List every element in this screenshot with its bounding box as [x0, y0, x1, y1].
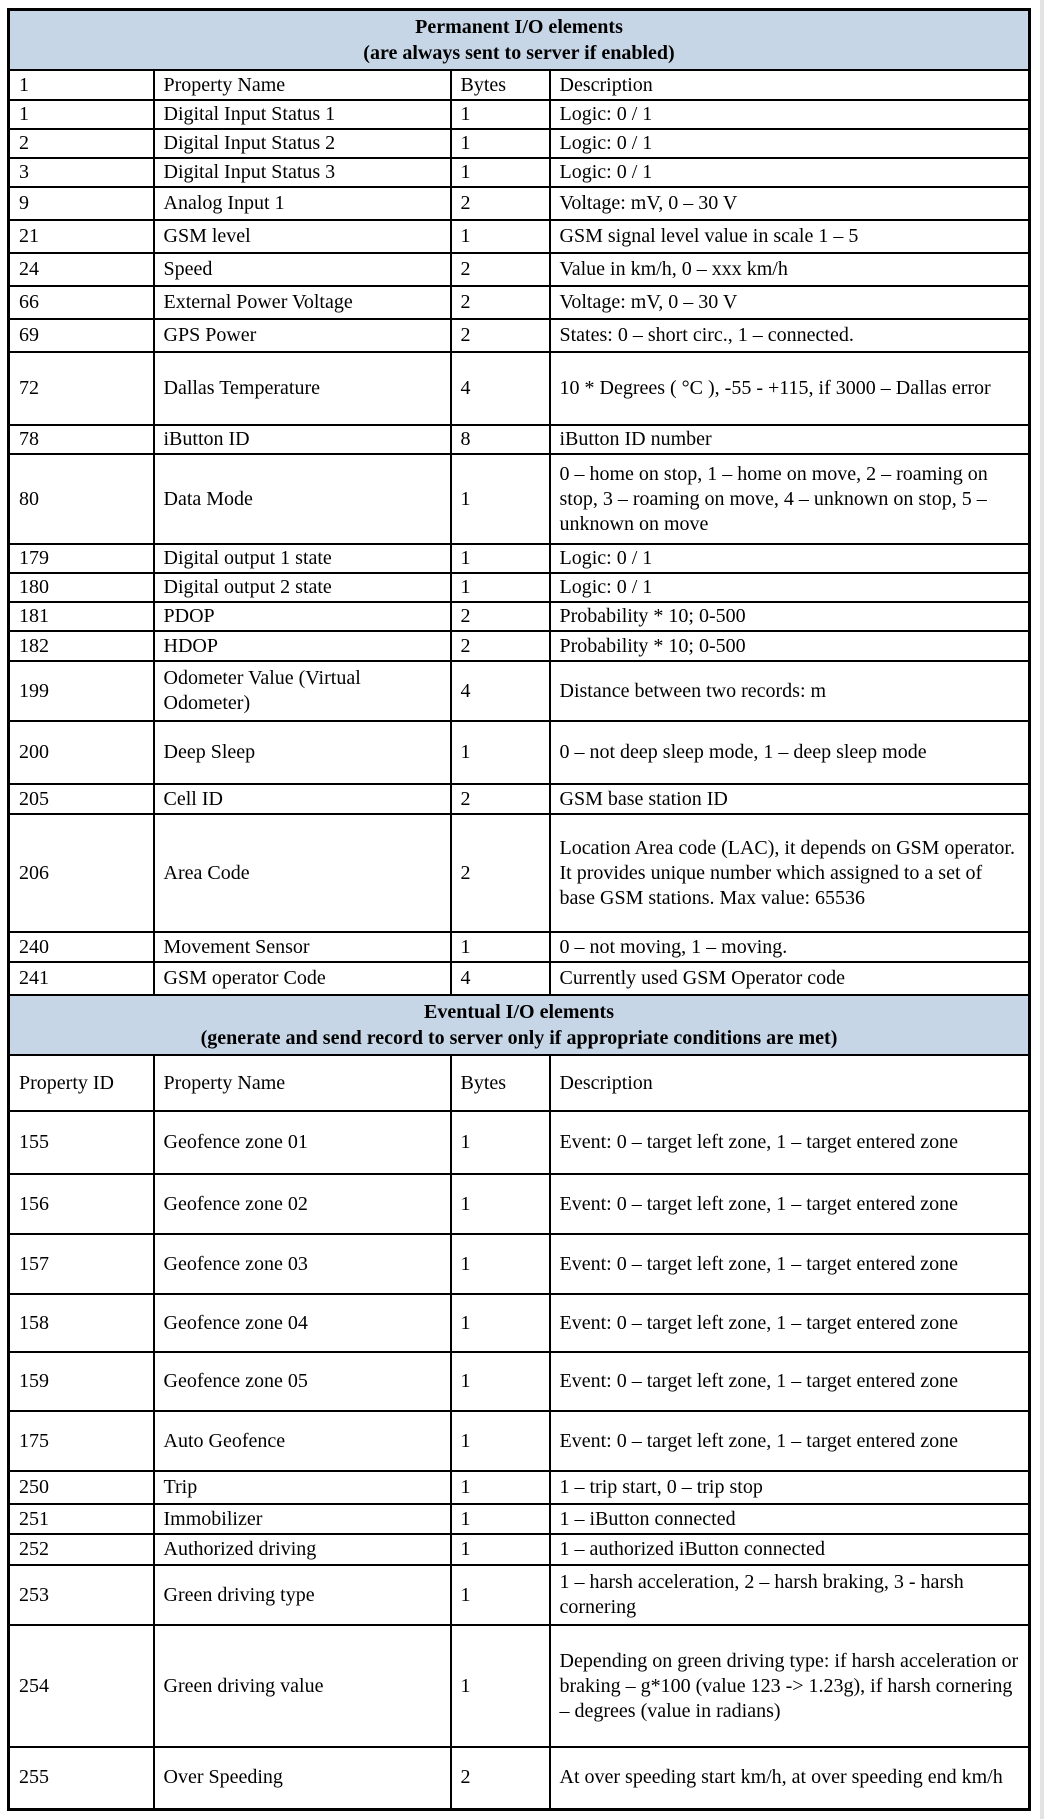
description-cell: 10 * Degrees ( °C ), -55 - +115, if 3000 – Dallas error	[550, 352, 1030, 425]
bytes-cell: 1	[451, 1504, 550, 1534]
table-row	[9, 544, 1030, 573]
column-header-description: Description	[550, 1055, 1030, 1111]
property-name-cell: External Power Voltage	[154, 286, 451, 319]
column-header-property-name: Property Name	[154, 70, 451, 100]
bytes-cell: 1	[451, 721, 550, 784]
description-cell: Distance between two records: m	[550, 661, 1030, 721]
bytes-cell: 2	[451, 602, 550, 631]
property-id-cell: 252	[9, 1534, 154, 1565]
table-row	[9, 1234, 1030, 1294]
property-name-cell: Digital Input Status 1	[154, 100, 451, 129]
property-id-cell: 253	[9, 1565, 154, 1625]
bytes-cell: 1	[451, 932, 550, 962]
property-name-cell: Movement Sensor	[154, 932, 451, 962]
description-cell: States: 0 – short circ., 1 – connected.	[550, 319, 1030, 352]
column-header-bytes: Bytes	[451, 1055, 550, 1111]
description-cell: Event: 0 – target left zone, 1 – target entered zone	[550, 1111, 1030, 1174]
table-row	[9, 1294, 1030, 1352]
table-row	[9, 1111, 1030, 1174]
bytes-cell: 1	[451, 1174, 550, 1234]
bytes-cell: 2	[451, 187, 550, 220]
property-name-cell: Geofence zone 05	[154, 1352, 451, 1411]
section-title-row	[9, 995, 1030, 1055]
table-row	[9, 100, 1030, 129]
description-cell: 1 – harsh acceleration, 2 – harsh braking, 3 - harsh cornering	[550, 1565, 1030, 1625]
property-name-cell: Trip	[154, 1471, 451, 1504]
section-subtitle-text: (are always sent to server if enabled)	[363, 42, 675, 64]
table-row	[9, 631, 1030, 661]
section-title-text: Eventual I/O elements	[424, 1001, 614, 1023]
description-cell: Value in km/h, 0 – xxx km/h	[550, 253, 1030, 286]
bytes-cell: 4	[451, 962, 550, 995]
table-row	[9, 1352, 1030, 1411]
description-cell: Probability * 10; 0-500	[550, 602, 1030, 631]
property-id-cell: 156	[9, 1174, 154, 1234]
property-name-cell: Digital output 1 state	[154, 544, 451, 573]
table-row	[9, 129, 1030, 158]
table-row	[9, 784, 1030, 814]
section-title-cell	[9, 995, 1030, 1055]
property-id-cell: 159	[9, 1352, 154, 1411]
bytes-cell: 1	[451, 129, 550, 158]
property-id-cell: 205	[9, 784, 154, 814]
bytes-cell: 8	[451, 425, 550, 454]
bytes-cell: 2	[451, 253, 550, 286]
property-name-cell: Green driving value	[154, 1625, 451, 1747]
property-name-cell: Green driving type	[154, 1565, 451, 1625]
bytes-cell: 2	[451, 286, 550, 319]
property-id-cell: 250	[9, 1471, 154, 1504]
bytes-cell: 1	[451, 544, 550, 573]
property-id-cell: 72	[9, 352, 154, 425]
property-name-cell: Odometer Value (Virtual Odometer)	[154, 661, 451, 721]
bytes-cell: 4	[451, 352, 550, 425]
property-id-cell: 199	[9, 661, 154, 721]
property-id-cell: 241	[9, 962, 154, 995]
property-id-cell: 181	[9, 602, 154, 631]
property-name-cell: iButton ID	[154, 425, 451, 454]
property-id-cell: 3	[9, 158, 154, 187]
description-cell: GSM signal level value in scale 1 – 5	[550, 220, 1030, 253]
property-id-cell: 206	[9, 814, 154, 932]
property-name-cell: Geofence zone 01	[154, 1111, 451, 1174]
property-id-cell: 157	[9, 1234, 154, 1294]
description-cell: Currently used GSM Operator code	[550, 962, 1030, 995]
description-cell: Event: 0 – target left zone, 1 – target entered zone	[550, 1411, 1030, 1471]
description-cell: Voltage: mV, 0 – 30 V	[550, 187, 1030, 220]
bytes-cell: 1	[451, 220, 550, 253]
property-name-cell: Deep Sleep	[154, 721, 451, 784]
description-cell: 0 – not moving, 1 – moving.	[550, 932, 1030, 962]
property-id-cell: 66	[9, 286, 154, 319]
bytes-cell: 1	[451, 1471, 550, 1504]
property-id-cell: 21	[9, 220, 154, 253]
property-id-cell: 155	[9, 1111, 154, 1174]
description-cell: At over speeding start km/h, at over speeding end km/h	[550, 1747, 1030, 1809]
property-name-cell: Auto Geofence	[154, 1411, 451, 1471]
table-row	[9, 158, 1030, 187]
description-cell: Depending on green driving type: if harsh acceleration or braking – g*100 (value 123 -> 1.23g), if harsh cornering – degrees (value in radians)	[550, 1625, 1030, 1747]
bytes-cell: 1	[451, 1565, 550, 1625]
table-row	[9, 319, 1030, 352]
bytes-cell: 2	[451, 814, 550, 932]
column-header-bytes: Bytes	[451, 70, 550, 100]
description-cell: Event: 0 – target left zone, 1 – target entered zone	[550, 1294, 1030, 1352]
property-id-cell: 1	[9, 100, 154, 129]
property-id-cell: 78	[9, 425, 154, 454]
bytes-cell: 1	[451, 454, 550, 544]
table-row	[9, 932, 1030, 962]
bytes-cell: 1	[451, 1534, 550, 1565]
property-name-cell: Geofence zone 04	[154, 1294, 451, 1352]
table-row	[9, 1471, 1030, 1504]
property-id-cell: 251	[9, 1504, 154, 1534]
bytes-cell: 1	[451, 100, 550, 129]
section-title-cell	[9, 10, 1030, 71]
bytes-cell: 1	[451, 1234, 550, 1294]
property-name-cell: Immobilizer	[154, 1504, 451, 1534]
bytes-cell: 1	[451, 1411, 550, 1471]
property-name-cell: Digital Input Status 2	[154, 129, 451, 158]
description-cell: 0 – not deep sleep mode, 1 – deep sleep mode	[550, 721, 1030, 784]
property-name-cell: Cell ID	[154, 784, 451, 814]
table-row	[9, 1504, 1030, 1534]
table-row	[9, 187, 1030, 220]
description-cell: Event: 0 – target left zone, 1 – target entered zone	[550, 1352, 1030, 1411]
description-cell: 0 – home on stop, 1 – home on move, 2 – roaming on stop, 3 – roaming on move, 4 – unknown on stop, 5 – unknown on move	[550, 454, 1030, 544]
section-subtitle-text: (generate and send record to server only if appropriate conditions are met)	[200, 1027, 838, 1049]
property-name-cell: Over Speeding	[154, 1747, 451, 1809]
property-name-cell: Dallas Temperature	[154, 352, 451, 425]
table-row	[9, 352, 1030, 425]
bytes-cell: 1	[451, 158, 550, 187]
table-row	[9, 286, 1030, 319]
property-name-cell: Data Mode	[154, 454, 451, 544]
column-header-description: Description	[550, 70, 1030, 100]
description-cell: iButton ID number	[550, 425, 1030, 454]
bytes-cell: 2	[451, 631, 550, 661]
column-header-property-id: Property ID	[9, 1055, 154, 1111]
table-row	[9, 573, 1030, 602]
column-header-property-id: 1	[9, 70, 154, 100]
description-cell: Logic: 0 / 1	[550, 158, 1030, 187]
description-cell: 1 – iButton connected	[550, 1504, 1030, 1534]
table-row	[9, 661, 1030, 721]
table-row	[9, 814, 1030, 932]
property-name-cell: Digital Input Status 3	[154, 158, 451, 187]
description-cell: Logic: 0 / 1	[550, 100, 1030, 129]
table-row	[9, 1411, 1030, 1471]
section-title-row	[9, 10, 1030, 71]
table-row	[9, 1625, 1030, 1747]
property-id-cell: 69	[9, 319, 154, 352]
column-header-row	[9, 1055, 1030, 1111]
property-id-cell: 182	[9, 631, 154, 661]
io-elements-table	[7, 8, 1031, 1811]
bytes-cell: 1	[451, 1625, 550, 1747]
table-row	[9, 962, 1030, 995]
property-id-cell: 80	[9, 454, 154, 544]
bytes-cell: 1	[451, 1111, 550, 1174]
description-cell: Logic: 0 / 1	[550, 129, 1030, 158]
description-cell: Event: 0 – target left zone, 1 – target entered zone	[550, 1234, 1030, 1294]
property-name-cell: Analog Input 1	[154, 187, 451, 220]
property-name-cell: Area Code	[154, 814, 451, 932]
table-row	[9, 454, 1030, 544]
table-row	[9, 425, 1030, 454]
property-id-cell: 255	[9, 1747, 154, 1809]
description-cell: Logic: 0 / 1	[550, 573, 1030, 602]
property-name-cell: Digital output 2 state	[154, 573, 451, 602]
description-cell: Logic: 0 / 1	[550, 544, 1030, 573]
property-name-cell: GPS Power	[154, 319, 451, 352]
property-name-cell: HDOP	[154, 631, 451, 661]
property-id-cell: 254	[9, 1625, 154, 1747]
property-name-cell: GSM level	[154, 220, 451, 253]
property-id-cell: 175	[9, 1411, 154, 1471]
table-row	[9, 602, 1030, 631]
property-name-cell: Geofence zone 02	[154, 1174, 451, 1234]
table-row	[9, 1534, 1030, 1565]
table-row	[9, 721, 1030, 784]
bytes-cell: 1	[451, 573, 550, 602]
bytes-cell: 1	[451, 1352, 550, 1411]
page-edge-shadow	[1040, 0, 1044, 1819]
description-cell: Event: 0 – target left zone, 1 – target entered zone	[550, 1174, 1030, 1234]
bytes-cell: 4	[451, 661, 550, 721]
property-id-cell: 24	[9, 253, 154, 286]
property-name-cell: PDOP	[154, 602, 451, 631]
bytes-cell: 1	[451, 1294, 550, 1352]
description-cell: 1 – authorized iButton connected	[550, 1534, 1030, 1565]
property-id-cell: 9	[9, 187, 154, 220]
bytes-cell: 2	[451, 1747, 550, 1809]
property-id-cell: 240	[9, 932, 154, 962]
table-row	[9, 1747, 1030, 1809]
description-cell: 1 – trip start, 0 – trip stop	[550, 1471, 1030, 1504]
property-name-cell: Authorized driving	[154, 1534, 451, 1565]
description-cell: Location Area code (LAC), it depends on GSM operator. It provides unique number which assigned to a set of base GSM stations. Max value: 65536	[550, 814, 1030, 932]
description-cell: Voltage: mV, 0 – 30 V	[550, 286, 1030, 319]
property-id-cell: 180	[9, 573, 154, 602]
property-id-cell: 179	[9, 544, 154, 573]
property-id-cell: 2	[9, 129, 154, 158]
bytes-cell: 2	[451, 319, 550, 352]
property-name-cell: Speed	[154, 253, 451, 286]
column-header-row	[9, 70, 1030, 100]
description-cell: GSM base station ID	[550, 784, 1030, 814]
table-row	[9, 1565, 1030, 1625]
table-row	[9, 253, 1030, 286]
property-name-cell: Geofence zone 03	[154, 1234, 451, 1294]
property-id-cell: 158	[9, 1294, 154, 1352]
property-name-cell: GSM operator Code	[154, 962, 451, 995]
table-row	[9, 220, 1030, 253]
table-row	[9, 1174, 1030, 1234]
column-header-property-name: Property Name	[154, 1055, 451, 1111]
section-title-text: Permanent I/O elements	[415, 16, 623, 38]
property-id-cell: 200	[9, 721, 154, 784]
bytes-cell: 2	[451, 784, 550, 814]
description-cell: Probability * 10; 0-500	[550, 631, 1030, 661]
